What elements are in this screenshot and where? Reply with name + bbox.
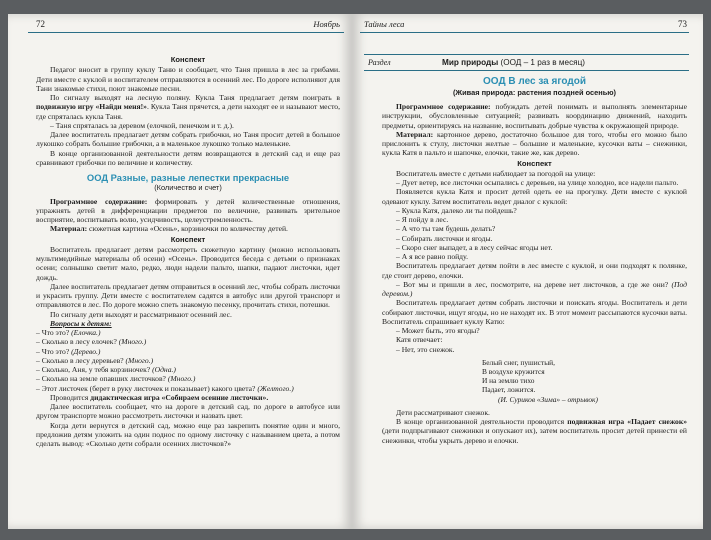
paragraph: Воспитатель предлагает детям собрать листочки и поискать ягоды. Воспитатель и дети собирают листочки, ищут ягоды, но не находят их. В этот момент рассыпаются кусочки ваты. Воспитатель спрашивает куклу Катю: [382,298,687,326]
poem-line: И на землю тихо [482,376,535,386]
paragraph: Педагог вносит в группу куклу Таню и сообщает, что Таня пришла в лес за грибами. Дети вместе с куклой и воспитателем отправляются в осенний лес. По дороге исполняют для Тани знакомые стихи, поют знакомые песни. [36,65,340,93]
paragraph: Воспитатель предлагает детям рассмотреть сюжетную картину (можно использовать мультимедийные материалы об осени) «Осень». Проводится беседа с детьми о признаках осени; солнышко светит мало, редко, люди надели пальто, шапки, падают листочки, идет дождь. [36,244,340,282]
question-item: – Сколько на земле опавших листочков? (Много.) [36,374,196,384]
lesson-subtitle: (Количество и счет) [154,183,222,193]
materials: Материал: сюжетная картина «Осень», корзиночки по количеству детей. [50,224,288,234]
dialog-line: – Скоро снег выпадет, а в лесу сейчас ягоды нет. [396,242,553,252]
poem [482,358,687,404]
right-page [352,14,703,529]
section-heading: Конспект [517,158,552,168]
game-name: подвижную игру «Найди меня!» [36,102,147,112]
poem-line: Падает, ложится. [482,385,536,395]
lesson-title: ООД Разные, разные лепестки прекрасные [86,172,290,183]
paragraph: Далее воспитатель сообщает, что на дороге в детский сад, по дороге в автобусе или другом транспорте можно рассмотреть листочки и назвать цвет. [36,402,340,421]
paragraph: По сигналу выходят на лесную поляну. Кукла Таня предлагает детям поиграть в подвижную игру «Найди меня!». Кукла Таня прячется, а дети находят ее и называют место, где спряталась кукла Таня. [36,93,340,121]
question-item: – Этот листочек (берет в руку листочек и показывает) какого цвета? (Желтого.) [36,383,294,393]
section-label: Раздел [368,58,391,67]
header-rule [28,32,344,33]
lesson-header [382,76,687,101]
questions-label: Вопросы к детям: [50,318,112,328]
game-name: дидактическая игра «Собираем осенние листочки». [90,392,269,402]
question-item: – Сколько, Аня, у тебя корзиночек? (Одна.) [36,365,176,374]
poem-line: Белый снег, пушистый, [482,357,555,367]
paragraph: По сигналу дети выходят и рассматривают осенний лес. [50,309,232,319]
question-item: – Сколько в лесу елочек? (Много.) [36,337,147,347]
section-heading: Конспект [170,55,206,64]
section-heading: Конспект [170,234,206,244]
left-page-body [36,54,340,448]
question-item: – Что это? (Дерево.) [36,346,101,356]
running-head: Ноябрь [313,19,340,29]
poem-line: В воздухе кружится [482,366,545,376]
paragraph: – Вот мы и пришли в лес, посмотрите, на дереве нет листочков, а где же они? (Под деревом.) [382,279,687,298]
dialog-line: – Я пойду в лес. [396,215,449,224]
paragraph: В конце организованной деятельности проводится подвижная игра «Падает снежок» (дети подпрыгивают снежинки и опускают их), затем воспитатель просит детей принести ей снежинки, чтобы укрыть дерево и елочки. [382,417,687,445]
dialog-line: – Кукла Катя, далеко ли ты пойдешь? [396,205,517,215]
question-item: – Что это? (Елочка.) [36,328,101,337]
game-name: подвижная игра «Падает снежок» [567,417,687,427]
paragraph: – Дует ветер, все листочки осыпались с деревьев, на улице холодно, все надели пальто. [396,178,679,187]
paragraph: Проводится дидактическая игра «Собираем осенние листочки». [50,392,269,402]
question-item: – Сколько в лесу деревьев? (Много.) [36,355,154,365]
paragraph: – Таня спряталась за деревом (елочкой, пенечком и т. д.). [50,120,234,130]
paragraph: Появляется кукла Катя и просит детей одеть ее на прогулку. Дети вместе с куклой одевают куклу. Затем воспитатель ведет диалог с куклой: [382,187,687,206]
page-number: 72 [36,19,45,29]
paragraph: Воспитатель предлагает детям пойти в лес вместе с куклой, и они подходят к полянке, где стоит дерево, елочки. [382,261,687,280]
dialog-list [382,206,687,262]
section-title: Мир природы (ООД – 1 раз в месяц) [442,58,586,67]
paragraph: Далее воспитатель предлагает детям собрать грибочки, но Таня просит детей в большое лукошко собрать большие грибочки, а в маленькое лукошко только маленькие. [36,130,340,149]
paragraph: Далее воспитатель предлагает детям отправиться в осенний лес, чтобы собрать листочки и украсить группу. Дети вместе с воспитателем садятся в автобус или другой транспорт и отправляются в лес. По дороге можно спеть знакомую песенку, прочитать стихи, потешки. [36,281,340,310]
program-content: Программное содержание: формировать у детей количественные отношения, упражнять детей в дифференциации предметов по величине, развивать зрительное восприятие, воспитывать волю, усидчивость, целеустремленность. [36,196,340,224]
paragraph: Когда дети вернутся в детский сад, можно еще раз закрепить понятие один и много, предложив детям уложить на один поднос по одному листочку с называнием цвета, а потом сделать вывод: «Сколько дети собрали осенних листочков?» [36,420,340,448]
page-number: 73 [678,19,687,29]
materials: Материал: картонное дерево, достаточно большое для того, чтобы его можно было прислонить к стулу, листочки желтые – большие и маленькие, кусочки ваты – снежинки, кукла Катя в пальто и шапочке, елочки, такие же, как дерево. [382,129,687,158]
left-page [8,14,352,529]
paragraph: – Может быть, это ягоды? [396,326,480,335]
dialog-line: – Собирать листочки и ягоды. [396,233,493,243]
paragraph: Дети рассматривают снежок. [396,407,490,417]
paragraph: Катя отвечает: [396,335,443,345]
lesson-subtitle: (Живая природа: растения поздней осенью) [452,88,617,97]
section-banner [364,54,689,71]
lesson-title: ООД В лес за ягодой [483,76,586,87]
poem-source: (И. Суриков «Зима» – отрывок) [498,394,598,404]
paragraph: Воспитатель вместе с детьми наблюдает за погодой на улице: [396,168,596,178]
dialog-line: – А я все равно пойду. [396,252,468,261]
header-rule [360,32,689,33]
dialog-line: – А что ты там будешь делать? [396,224,496,234]
running-head: Тайны леса [364,19,405,29]
program-content: Программное содержание: побуждать детей понимать и выполнять элементарные инструкции, обусловленные ситуацией; развивать координацию движений, находить предметы, ориентируясь на название, воспитывать добрые чувства к окружающей природе. [382,102,687,130]
paragraph: В конце организованной деятельности детям возвращаются в детский сад и еще раз сравнивают грибочки по величине и количеству. [36,148,340,167]
paragraph: – Нет, это снежок. [396,344,455,354]
questions-list [36,328,340,393]
right-page-body [382,102,687,445]
